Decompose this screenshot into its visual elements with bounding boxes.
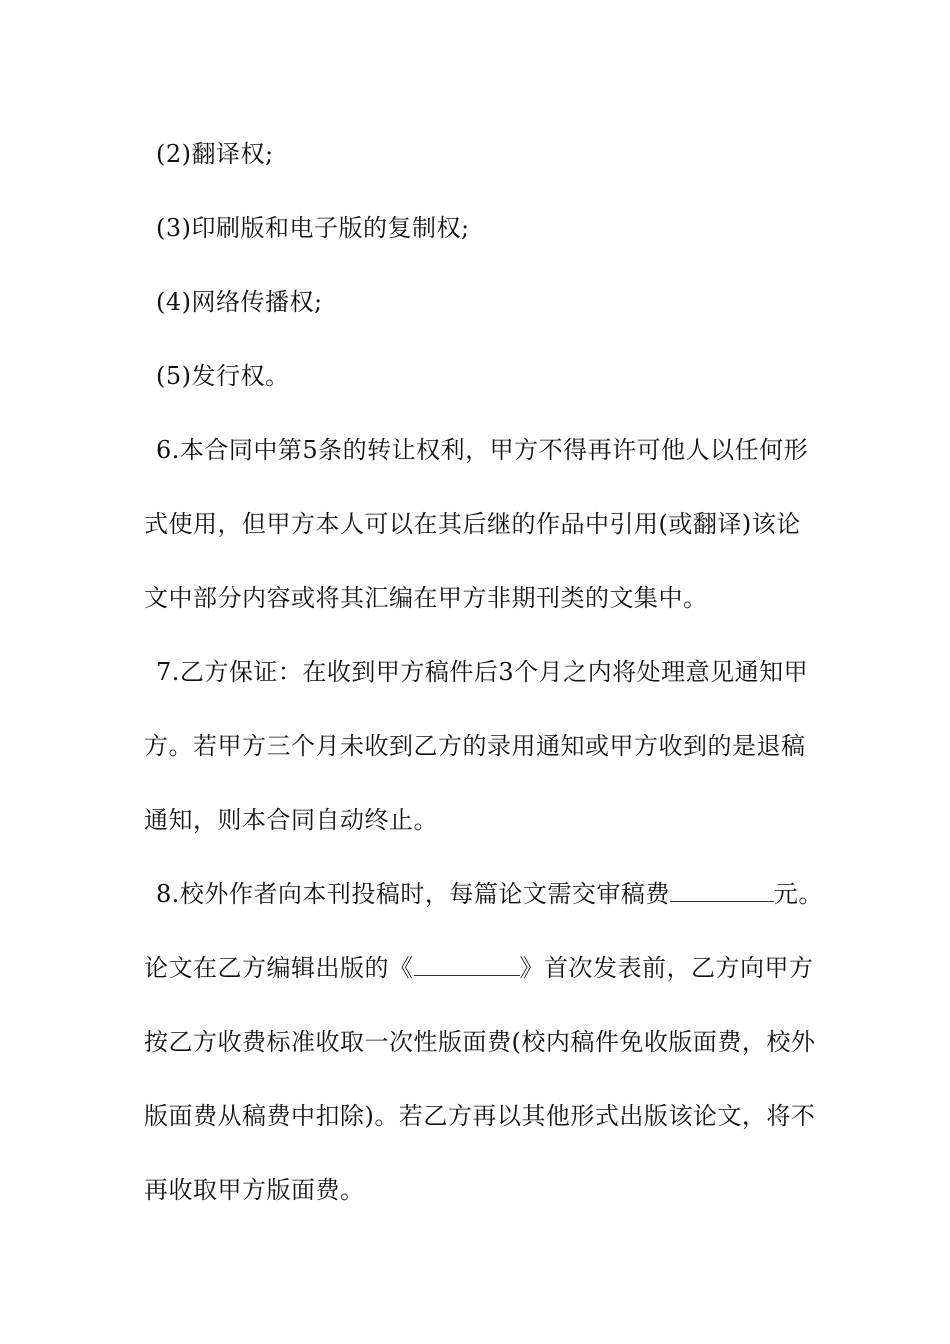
clause-7-line-2: 方。若甲方三个月未收到乙方的录用通知或甲方收到的是退稿 bbox=[144, 732, 806, 760]
clause-6-line-2: 式使用，但甲方本人可以在其后继的作品中引用(或翻译)该论 bbox=[144, 510, 801, 538]
clause-8-line-1 bbox=[156, 878, 823, 910]
clause-7-line-1: 7.乙方保证：在收到甲方稿件后3个月之内将处理意见通知甲 bbox=[156, 658, 809, 686]
clause-8-line-3: 按乙方收费标准收取一次性版面费(校内稿件免收版面费，校外 bbox=[144, 1028, 816, 1056]
clause-item-5: (5)发行权。 bbox=[156, 362, 290, 390]
clause-6-line-3: 文中部分内容或将其汇编在甲方非期刊类的文集中。 bbox=[144, 584, 708, 612]
clause-8-line-5: 再收取甲方版面费。 bbox=[144, 1176, 365, 1204]
clause-item-3: (3)印刷版和电子版的复制权; bbox=[156, 214, 470, 242]
clause-8-line-4: 版面费从稿费中扣除)。若乙方再以其他形式出版该论文，将不 bbox=[144, 1102, 816, 1130]
clause-item-4: (4)网络传播权; bbox=[156, 288, 323, 316]
clause-6-line-1: 6.本合同中第5条的转让权利，甲方不得再许可他人以任何形 bbox=[156, 436, 809, 464]
clause-8-text-c: 论文在乙方编辑出版的《 bbox=[144, 954, 414, 982]
clause-item-2: (2)翻译权; bbox=[156, 140, 274, 168]
clause-8-line-2 bbox=[144, 952, 814, 984]
review-fee-blank bbox=[670, 879, 774, 902]
journal-name-blank bbox=[414, 953, 520, 976]
clause-8-text-d: 》首次发表前，乙方向甲方 bbox=[519, 954, 814, 982]
clause-8-text-a: 8.校外作者向本刊投稿时，每篇论文需交审稿费 bbox=[156, 880, 670, 908]
clause-8-text-b: 元。 bbox=[773, 880, 823, 908]
clause-7-line-3: 通知，则本合同自动终止。 bbox=[144, 806, 438, 834]
